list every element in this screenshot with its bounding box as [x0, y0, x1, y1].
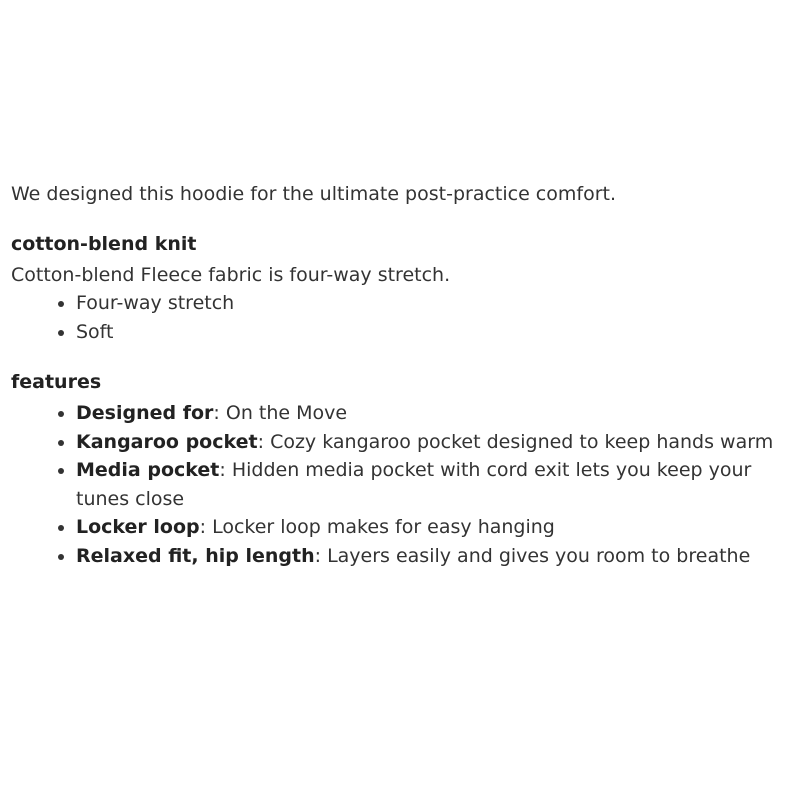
feature-separator: : — [219, 459, 232, 481]
list-item — [76, 513, 796, 542]
fabric-description: Cotton-blend Fleece fabric is four-way stretch. — [11, 264, 451, 286]
list-item — [76, 399, 796, 428]
fabric-list — [11, 289, 796, 346]
list-item — [76, 428, 796, 457]
intro-text: We designed this hoodie for the ultimate post-practice comfort. — [11, 183, 617, 205]
feature-text: Layers easily and gives you room to breathe — [327, 544, 751, 567]
list-item: • Soft — [76, 318, 796, 347]
feature-separator: : — [314, 544, 328, 567]
feature-term: Media pocket — [76, 459, 220, 481]
feature-term: Designed for — [76, 402, 214, 424]
feature-term: Relaxed fit, hip length — [76, 544, 315, 567]
feature-term: Locker loop — [76, 516, 200, 538]
fabric-heading: cotton-blend knit — [11, 233, 197, 255]
list-item — [76, 542, 796, 571]
features-list — [11, 399, 796, 570]
list-item: • Four-way stretch — [76, 289, 796, 318]
product-description — [11, 180, 796, 570]
feature-text: Cozy kangaroo pocket designed to keep hands warm — [270, 430, 774, 453]
feature-term: Kangaroo pocket — [76, 430, 258, 453]
feature-separator: : — [199, 516, 213, 538]
feature-separator: : — [213, 402, 226, 424]
features-heading: features — [11, 371, 102, 393]
feature-text: Locker loop makes for easy hanging — [212, 516, 555, 538]
feature-separator: : — [257, 430, 271, 453]
feature-text: Hidden media pocket with cord exit lets you keep your tunes close — [76, 459, 752, 510]
list-item — [76, 456, 796, 513]
feature-text: On the Move — [225, 402, 348, 424]
